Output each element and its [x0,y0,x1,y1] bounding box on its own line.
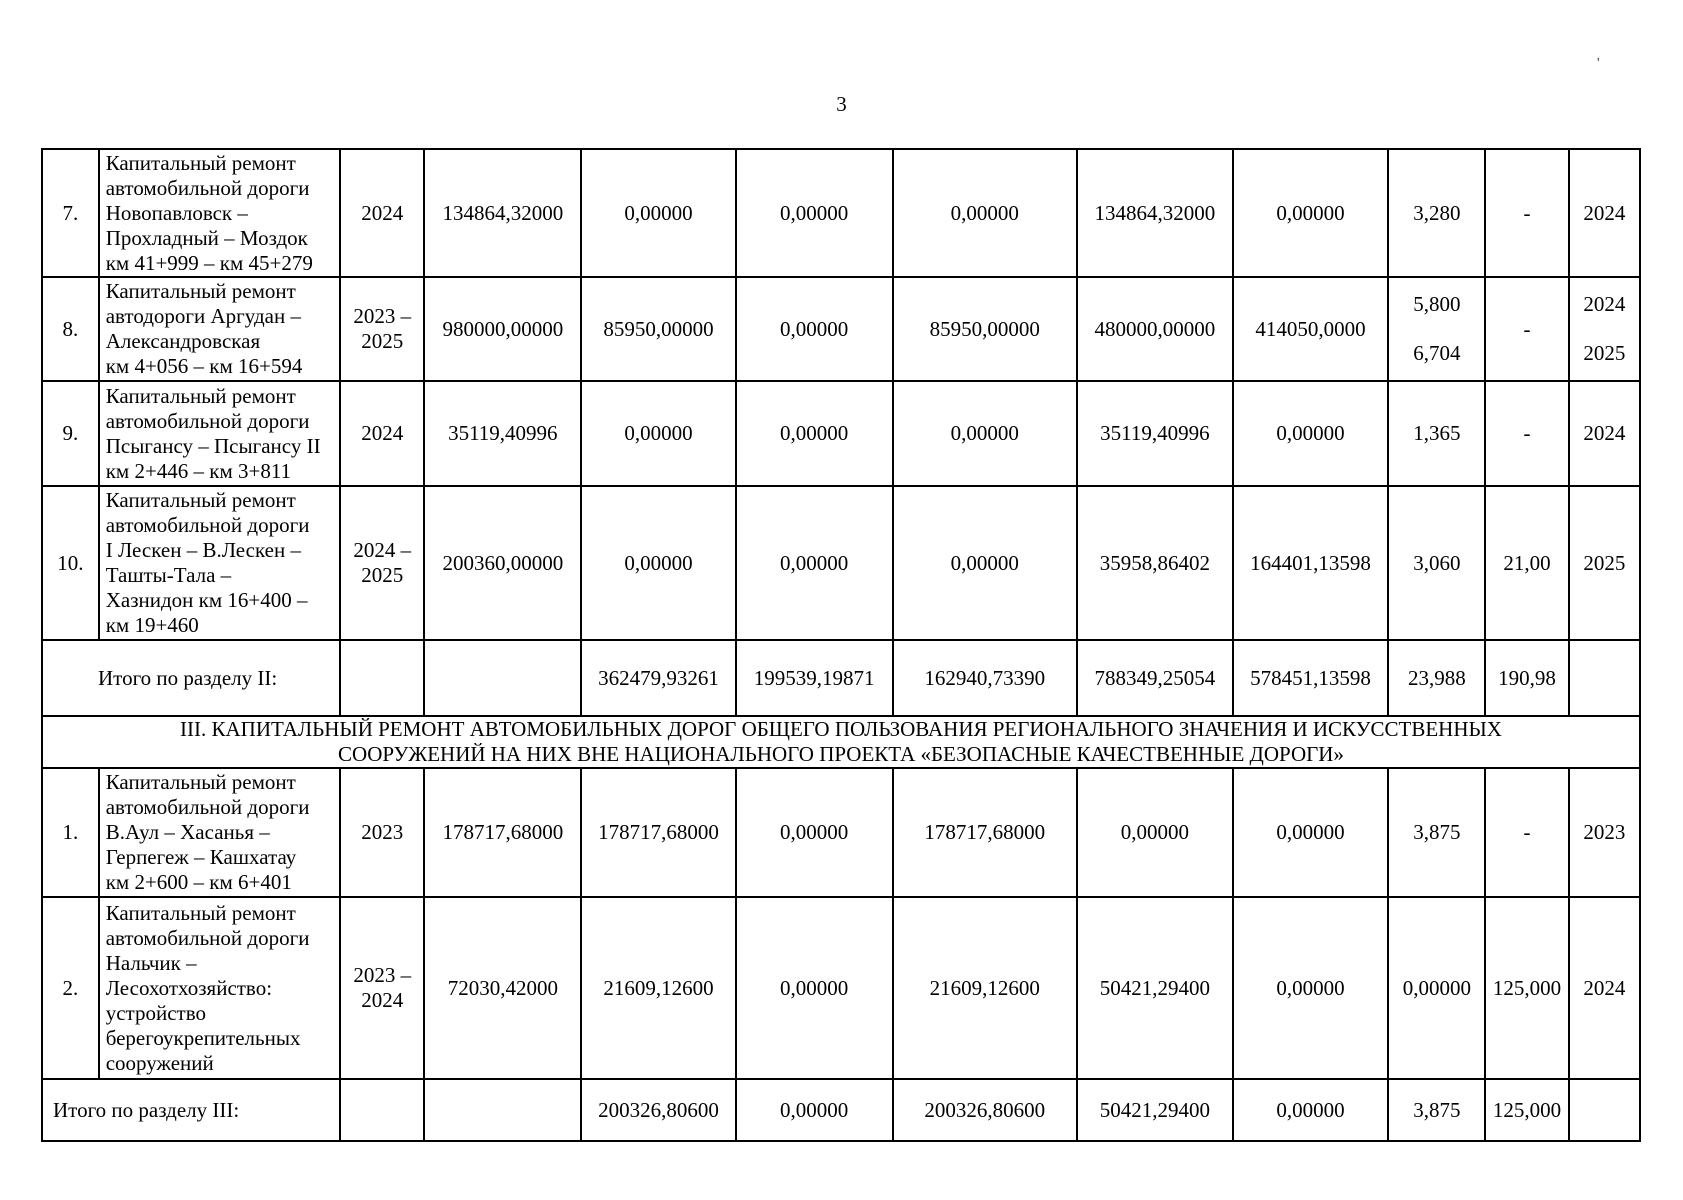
length-value: 3,060 [1413,550,1461,575]
object-name [99,897,340,1079]
amount-c3: 0,00000 [736,486,893,640]
amount-c1: 980000,00000 [424,277,581,381]
object-name [99,149,340,277]
object-name-line: Капитальный ремонт [105,150,296,175]
amount-c2: 85950,00000 [581,277,736,381]
object-name [99,486,340,640]
row-number: 9. [42,381,99,486]
object-name-line: автомобильной дороги [105,925,310,950]
total-c4: 200326,80600 [893,1079,1078,1141]
object-name-line: км 4+056 – км 16+594 [105,354,303,378]
amount-c4: 21609,12600 [893,897,1078,1079]
length-value: 6,704 [1413,341,1461,365]
capital-repair-table [41,148,1641,1142]
total-c5: 50421,29400 [1077,1079,1233,1141]
amount-c2: 21609,12600 [581,897,736,1079]
completion-year-value: 2024 [1583,421,1626,445]
object-name-line: Капитальный ремонт [105,900,296,925]
amount-c1: 134864,32000 [424,149,581,277]
object-name-line: Новопавловск – [105,200,248,225]
object-name [99,277,340,381]
completion-year-value: 2025 [1583,341,1626,365]
length-value: 1,365 [1413,421,1461,445]
object-name-line: Герпегеж – Кашхатау [105,845,297,869]
completion-year [1569,277,1640,381]
length-value: 5,800 [1413,292,1461,316]
completion-year [1569,768,1640,897]
amount-c3: 0,00000 [736,381,893,486]
completion-year-value: 2024 [1583,975,1626,1000]
row-number: 8. [42,277,99,381]
empty-cell [1569,640,1640,716]
length-km [1388,768,1485,897]
completion-year [1569,486,1640,640]
completion-year-value: 2024 [1583,292,1626,316]
row-number: 7. [42,149,99,277]
table-row [42,486,1640,640]
length-secondary: - [1485,277,1569,381]
page-number: 3 [836,92,847,116]
section-title-line: СООРУЖЕНИЙ НА НИХ ВНЕ НАЦИОНАЛЬНОГО ПРОЕКТА «БЕЗОПАСНЫЕ КАЧЕСТВЕННЫЕ ДОРОГИ» [338,742,1344,766]
table-row [42,381,1640,486]
object-name [99,381,340,486]
row-number: 1. [42,768,99,897]
amount-c3: 0,00000 [736,897,893,1079]
implementation-years: 2024 [340,149,425,277]
amount-c5: 480000,00000 [1077,277,1233,381]
object-name-line: км 2+446 – км 3+811 [105,458,292,483]
object-name-line: устройство [105,1000,206,1025]
length-value: 3,875 [1413,820,1461,844]
object-name-line: Хазнидон км 16+400 – [105,588,308,612]
amount-c6: 414050,0000 [1233,277,1389,381]
object-name-line: сооружений [105,1050,214,1075]
total-c3: 0,00000 [736,1079,893,1141]
length-km [1388,897,1485,1079]
amount-c6: 0,00000 [1233,381,1389,486]
total-row [42,640,1640,716]
amount-c5: 50421,29400 [1077,897,1233,1079]
amount-c6: 0,00000 [1233,149,1389,277]
empty-cell [1569,1079,1640,1141]
amount-c3: 0,00000 [736,149,893,277]
amount-c2: 0,00000 [581,149,736,277]
object-name-line: Капитальный ремонт [105,770,296,794]
total-c6: 578451,13598 [1233,640,1389,716]
row-number: 2. [42,897,99,1079]
amount-c1: 178717,68000 [424,768,581,897]
object-name-line: Нальчик – [105,950,197,975]
object-name-line: автодороги Аргудан – [105,304,301,328]
object-name-line: автомобильной дороги [105,175,310,200]
object-name [99,768,340,897]
table-row [42,897,1640,1079]
empty-cell [424,1079,581,1141]
object-name-line: Ташты-Тала – [105,563,232,587]
amount-c4: 178717,68000 [893,768,1078,897]
object-name-line: км 41+999 – км 45+279 [105,250,313,275]
amount-c3: 0,00000 [736,768,893,897]
amount-c6: 0,00000 [1233,768,1389,897]
table-row [42,277,1640,381]
amount-c4: 0,00000 [893,149,1078,277]
length-secondary: 21,00 [1485,486,1569,640]
table-row [42,768,1640,897]
amount-c4: 0,00000 [893,381,1078,486]
table-row [42,149,1640,277]
length-km [1388,277,1485,381]
amount-c1: 72030,42000 [424,897,581,1079]
empty-cell [340,640,425,716]
amount-c5: 35119,40996 [1077,381,1233,486]
total-c4: 162940,73390 [893,640,1078,716]
total-len2: 190,98 [1485,640,1569,716]
object-name-line: берегоукрепительных [105,1025,301,1050]
total-row [42,1079,1640,1141]
completion-year [1569,897,1640,1079]
implementation-years: 2024 [340,381,425,486]
object-name-line: автомобильной дороги [105,795,310,819]
object-name-line: км 2+600 – км 6+401 [105,870,292,894]
amount-c6: 0,00000 [1233,897,1389,1079]
amount-c1: 200360,00000 [424,486,581,640]
total-c5: 788349,25054 [1077,640,1233,716]
length-secondary: - [1485,768,1569,897]
object-name-line: Псыгансу – Псыгансу II [105,433,321,458]
total-len2: 125,000 [1485,1079,1569,1141]
implementation-years: 2023 [340,768,425,897]
object-name-line: I Лескен – В.Лескен – [105,538,301,562]
length-secondary: - [1485,149,1569,277]
amount-c2: 178717,68000 [581,768,736,897]
completion-year-value: 2024 [1583,200,1626,225]
completion-year [1569,149,1640,277]
length-km [1388,149,1485,277]
amount-c2: 0,00000 [581,486,736,640]
row-number: 10. [42,486,99,640]
total-length: 23,988 [1388,640,1485,716]
total-c6: 0,00000 [1233,1079,1389,1141]
object-name-line: Лесохотхозяйство: [105,975,273,1000]
object-name-line: Капитальный ремонт [105,279,296,303]
total-c3: 199539,19871 [736,640,893,716]
length-value: 0,00000 [1402,975,1471,1000]
length-km [1388,381,1485,486]
amount-c4: 85950,00000 [893,277,1078,381]
total-label: Итого по разделу II: [42,640,340,716]
section-title [42,716,1640,768]
object-name-line: автомобильной дороги [105,513,310,537]
corner-mark: ' [1597,56,1600,71]
implementation-years: 2023 – 2024 [340,897,425,1079]
amount-c3: 0,00000 [736,277,893,381]
total-c2: 362479,93261 [581,640,736,716]
object-name-line: Капитальный ремонт [105,383,296,408]
amount-c1: 35119,40996 [424,381,581,486]
empty-cell [340,1079,425,1141]
amount-c2: 0,00000 [581,381,736,486]
implementation-years: 2024 – 2025 [340,486,425,640]
length-secondary: - [1485,381,1569,486]
amount-c5: 0,00000 [1077,768,1233,897]
object-name-line: Капитальный ремонт [105,488,296,512]
object-name-line: автомобильной дороги [105,408,310,433]
object-name-line: Прохладный – Моздок [105,225,308,250]
amount-c6: 164401,13598 [1233,486,1389,640]
object-name-line: В.Аул – Хасанья – [105,820,270,844]
total-length: 3,875 [1388,1079,1485,1141]
completion-year [1569,381,1640,486]
total-label: Итого по разделу III: [42,1079,340,1141]
object-name-line: км 19+460 [105,613,199,637]
completion-year-value: 2025 [1583,550,1626,575]
total-c2: 200326,80600 [581,1079,736,1141]
amount-c4: 0,00000 [893,486,1078,640]
implementation-years: 2023 – 2025 [340,277,425,381]
amount-c5: 35958,86402 [1077,486,1233,640]
amount-c5: 134864,32000 [1077,149,1233,277]
length-km [1388,486,1485,640]
length-value: 3,280 [1413,200,1461,225]
completion-year-value: 2023 [1583,820,1626,844]
empty-cell [424,640,581,716]
length-secondary: 125,000 [1485,897,1569,1079]
section-title-line: III. КАПИТАЛЬНЫЙ РЕМОНТ АВТОМОБИЛЬНЫХ ДОРОГ ОБЩЕГО ПОЛЬЗОВАНИЯ РЕГИОНАЛЬНОГО ЗНАЧЕНИЯ И ИСКУССТВЕННЫХ [180,717,1502,741]
section-title-row [42,716,1640,768]
object-name-line: Александровская [105,329,261,353]
